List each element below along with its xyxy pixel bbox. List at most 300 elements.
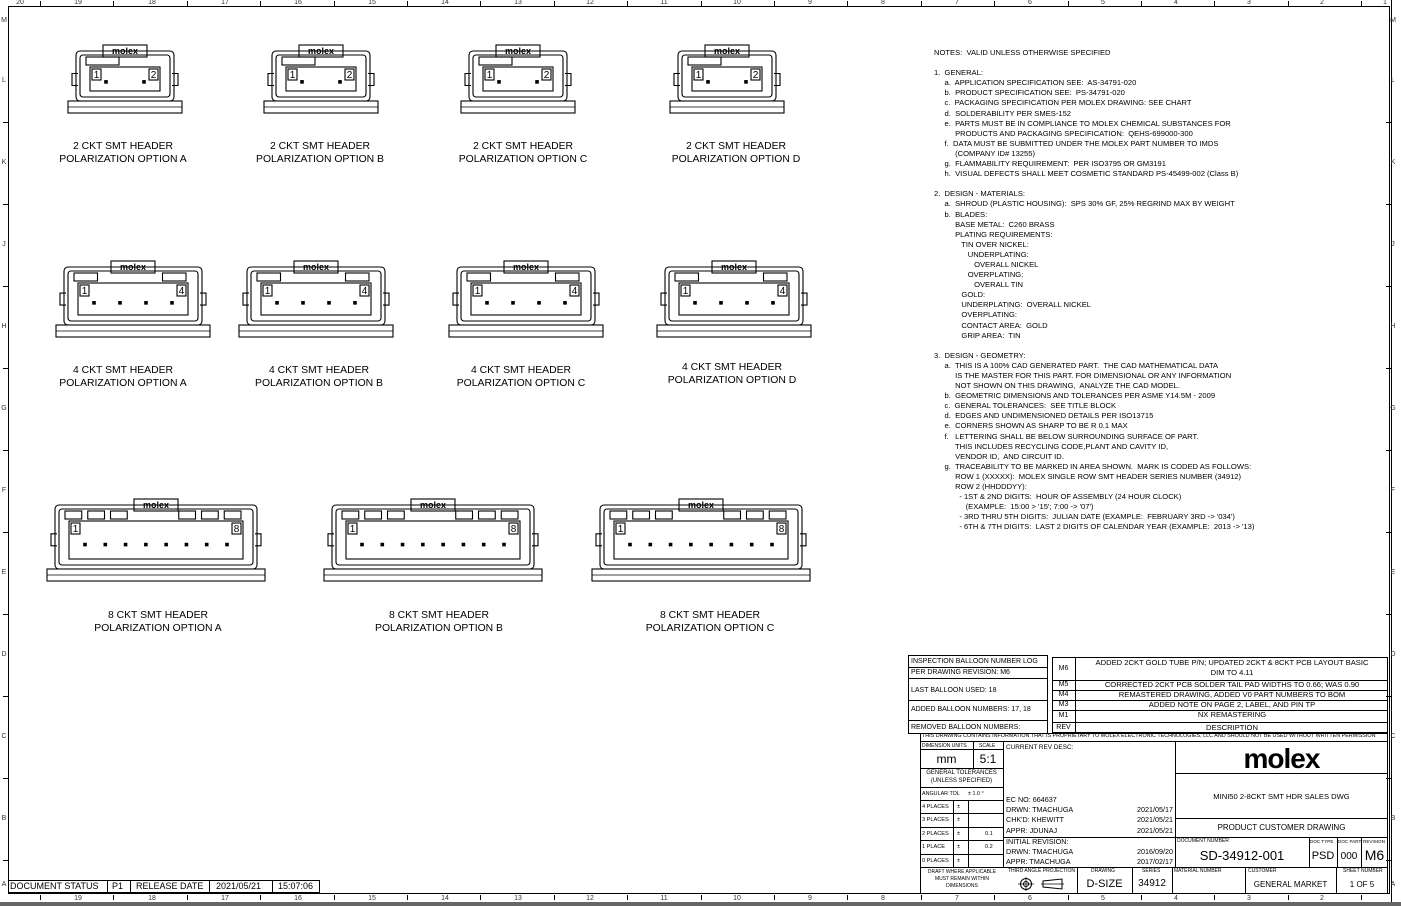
zone-tick bbox=[3, 286, 8, 287]
pin bbox=[104, 80, 108, 84]
zone-number-top: 18 bbox=[148, 0, 156, 6]
revision-value: M6 bbox=[1364, 847, 1385, 863]
zone-number-bottom: 2 bbox=[1320, 895, 1324, 902]
zone-number-top: 4 bbox=[1174, 0, 1178, 6]
pin-last-label: 8 bbox=[510, 524, 517, 535]
zone-tick bbox=[3, 368, 8, 369]
connector-outline bbox=[668, 43, 786, 115]
revision-code: M5 bbox=[1058, 681, 1069, 688]
zone-tick bbox=[3, 450, 8, 451]
connector-outline bbox=[45, 497, 267, 583]
pin bbox=[709, 543, 713, 547]
zone-tick bbox=[701, 1, 702, 6]
caption-line-2: POLARIZATION OPTION B bbox=[375, 623, 503, 634]
zone-tick bbox=[480, 895, 481, 900]
caption-line-2: POLARIZATION OPTION C bbox=[645, 623, 775, 634]
pin-1-label: 1 bbox=[93, 70, 100, 81]
zone-tick bbox=[994, 895, 995, 900]
caption-line-1: 2 CKT SMT HEADER bbox=[72, 141, 174, 152]
zone-tick bbox=[1361, 1, 1362, 6]
pin-1-label: 1 bbox=[474, 286, 481, 297]
tolerance-row-divider bbox=[920, 813, 1003, 814]
caption-line-2: POLARIZATION OPTION A bbox=[59, 154, 187, 165]
note-line: OVERPLATING: bbox=[934, 270, 1024, 280]
zone-tick bbox=[1141, 895, 1142, 900]
pin-last-label: 2 bbox=[150, 70, 157, 81]
zone-tick bbox=[407, 1, 408, 6]
caption-line-2: POLARIZATION OPTION B bbox=[256, 154, 384, 165]
connector-outline bbox=[590, 497, 812, 583]
note-line: a. SHROUD (PLASTIC HOUSING): SPS 30% GF, 25% REGRIND MAX BY WEIGHT bbox=[934, 199, 1235, 209]
zone-tick bbox=[1386, 204, 1391, 205]
connector-outline bbox=[237, 259, 395, 339]
pin bbox=[770, 543, 774, 547]
zone-tick bbox=[187, 895, 188, 900]
caption-line-1: 2 CKT SMT HEADER bbox=[685, 141, 787, 152]
zone-tick bbox=[3, 614, 8, 615]
part-molex-logo: molex bbox=[302, 262, 330, 272]
note-line: c. PACKAGING SPECIFICATION PER MOLEX DRAWING: SEE CHART bbox=[934, 98, 1192, 108]
zone-number-top: 9 bbox=[808, 0, 812, 6]
pin bbox=[225, 543, 229, 547]
caption-line-1: 8 CKT SMT HEADER bbox=[659, 610, 761, 621]
zone-number-bottom: 3 bbox=[1247, 895, 1251, 902]
zone-tick bbox=[480, 1, 481, 6]
pin-last-label: 4 bbox=[571, 286, 578, 297]
angular-tol-value: ± 1.0 ° bbox=[968, 791, 984, 797]
revision-code: M1 bbox=[1058, 712, 1069, 719]
caption-line-2: POLARIZATION OPTION C bbox=[458, 154, 588, 165]
pin-last-label: 2 bbox=[346, 70, 353, 81]
zone-number-top: 16 bbox=[294, 0, 302, 6]
note-line: CONTACT AREA: GOLD bbox=[934, 320, 1048, 330]
pin-1-label: 1 bbox=[289, 70, 296, 81]
tolerance-plus-minus: ± bbox=[957, 817, 961, 824]
zone-tick bbox=[1288, 895, 1289, 900]
header-view-caption bbox=[459, 140, 588, 166]
zone-tick bbox=[1386, 450, 1391, 451]
doc-type: PSD bbox=[1311, 850, 1335, 862]
customer-label: CUSTOMER bbox=[1248, 868, 1277, 874]
pin bbox=[83, 543, 87, 547]
pin-1-label: 1 bbox=[486, 70, 493, 81]
zone-tick bbox=[113, 1, 114, 6]
header-view-8ckt-option-c bbox=[590, 497, 812, 583]
zone-tick bbox=[187, 1, 188, 6]
zone-number-bottom: 18 bbox=[148, 895, 156, 902]
pin-last-label: 8 bbox=[778, 524, 785, 535]
zone-number-top: 6 bbox=[1028, 0, 1032, 6]
pin bbox=[144, 301, 148, 305]
zone-tick bbox=[1214, 1, 1215, 6]
balloon-log-last-used: LAST BALLOON USED: 18 bbox=[911, 687, 997, 694]
connector-outline bbox=[447, 259, 605, 339]
zone-number-bottom: 6 bbox=[1028, 895, 1032, 902]
zone-tick bbox=[774, 1, 775, 6]
pin bbox=[185, 543, 189, 547]
zone-number-top: 11 bbox=[660, 0, 668, 6]
header-view-caption bbox=[646, 609, 775, 635]
series-label: SERIES bbox=[1142, 868, 1161, 874]
note-line: e. PARTS MUST BE IN COMPLIANCE TO MOLEX CHEMICAL SUBSTANCES FOR bbox=[934, 118, 1231, 128]
zone-letter: J bbox=[1391, 241, 1395, 248]
scale-value: 5:1 bbox=[979, 752, 997, 766]
pin bbox=[750, 543, 754, 547]
series-value: 34912 bbox=[1138, 878, 1166, 889]
caption-line-2: POLARIZATION OPTION B bbox=[255, 378, 383, 389]
zone-tick bbox=[3, 696, 8, 697]
pin-1-label: 1 bbox=[72, 524, 79, 535]
pin bbox=[300, 80, 304, 84]
caption-line-1: 4 CKT SMT HEADER bbox=[470, 365, 572, 376]
drawing-type: PRODUCT CUSTOMER DRAWING bbox=[1217, 823, 1346, 832]
note-line: OVERALL NICKEL bbox=[934, 259, 1039, 269]
part-molex-logo: molex bbox=[119, 262, 147, 272]
pin-1-label: 1 bbox=[695, 70, 702, 81]
general-notes bbox=[934, 48, 1329, 533]
pin bbox=[535, 80, 539, 84]
pin bbox=[485, 301, 489, 305]
caption-line-1: 4 CKT SMT HEADER bbox=[681, 362, 783, 373]
revision-code: M6 bbox=[1058, 664, 1069, 672]
note-line: BASE METAL: C260 BRASS bbox=[934, 219, 1055, 229]
zone-tick bbox=[701, 895, 702, 900]
note-line: f. DATA MUST BE SUBMITTED UNDER THE MOLEX PART NUMBER TO IMDS bbox=[934, 138, 1219, 148]
pin bbox=[511, 301, 515, 305]
note-line: 3. DESIGN - GEOMETRY: bbox=[934, 350, 1026, 360]
zone-letter: D bbox=[1390, 651, 1396, 658]
zone-number-top: 17 bbox=[221, 0, 229, 6]
pin bbox=[327, 301, 331, 305]
zone-number-bottom: 5 bbox=[1101, 895, 1105, 902]
header-view-caption bbox=[256, 140, 384, 166]
zone-number-top: 10 bbox=[733, 0, 741, 6]
zone-letter: A bbox=[1, 881, 7, 888]
note-line: OVERPLATING: bbox=[934, 310, 1017, 320]
drawing-label: DRAWING bbox=[1091, 868, 1115, 874]
caption-line-2: POLARIZATION OPTION A bbox=[59, 378, 187, 389]
document-status-label: DOCUMENT STATUS bbox=[10, 881, 99, 891]
part-molex-logo: molex bbox=[512, 262, 540, 272]
caption-line-2: POLARIZATION OPTION A bbox=[94, 623, 222, 634]
zone-tick bbox=[1361, 895, 1362, 900]
note-line: PLATING REQUIREMENTS: bbox=[934, 229, 1053, 239]
zone-number-top: 20 bbox=[16, 0, 24, 6]
pin bbox=[401, 543, 405, 547]
zone-letter: M bbox=[1390, 17, 1396, 24]
page-right-edge bbox=[1391, 0, 1401, 906]
drawing-size: D-SIZE bbox=[1086, 878, 1123, 890]
pin-last-label: 4 bbox=[779, 286, 786, 297]
tolerance-row-divider bbox=[920, 854, 1003, 855]
pin bbox=[563, 301, 567, 305]
pin bbox=[380, 543, 384, 547]
header-view-4ckt-option-b bbox=[237, 259, 395, 339]
zone-letter: E bbox=[1390, 569, 1396, 576]
draft-note: DRAFT WHERE APPLICABLE MUST REMAIN WITHIN DIMENSIONS bbox=[927, 869, 997, 889]
pin bbox=[205, 543, 209, 547]
pin bbox=[421, 543, 425, 547]
note-line: b. BLADES: bbox=[934, 209, 988, 219]
note-line: - 6TH & 7TH DIGITS: LAST 2 DIGITS OF CALENDAR YEAR (EXAMPLE: 2013 -> '13) bbox=[934, 522, 1255, 532]
part-molex-logo: molex bbox=[713, 46, 741, 56]
caption-line-2: POLARIZATION OPTION C bbox=[456, 378, 586, 389]
zone-number-top: 15 bbox=[368, 0, 376, 6]
note-line: c. GENERAL TOLERANCES: SEE TITLE BLOCK bbox=[934, 401, 1117, 411]
pin bbox=[482, 543, 486, 547]
release-date-value: 2021/05/21 bbox=[216, 881, 262, 891]
zone-number-top: 7 bbox=[955, 0, 959, 6]
drawing-title: MINI50 2-8CKT SMT HDR SALES DWG bbox=[1213, 792, 1350, 801]
doc-part: 000 bbox=[1340, 851, 1358, 862]
part-molex-logo: molex bbox=[111, 46, 139, 56]
zone-letter: L bbox=[1391, 77, 1395, 84]
pin bbox=[730, 543, 734, 547]
zone-letter: F bbox=[1390, 487, 1396, 494]
zone-letter: K bbox=[1390, 159, 1396, 166]
zone-number-bottom: 9 bbox=[808, 895, 812, 902]
note-line: GOLD: bbox=[934, 290, 986, 300]
zone-tick bbox=[921, 1, 922, 6]
dim-units-label: DIMENSION UNITS bbox=[922, 743, 967, 749]
drwn-date: 2021/05/17 bbox=[1137, 805, 1173, 814]
zone-tick bbox=[1386, 614, 1391, 615]
note-line: 1. GENERAL: bbox=[934, 68, 983, 78]
zone-tick bbox=[554, 895, 555, 900]
revision-description: ADDED NOTE ON PAGE 2, LABEL, AND PIN TP bbox=[1148, 700, 1316, 709]
sheet-label: SHEET NUMBER bbox=[1343, 868, 1383, 874]
zone-tick bbox=[847, 1, 848, 6]
connector-outline bbox=[322, 497, 544, 583]
tolerance-plus-minus: ± bbox=[957, 844, 961, 851]
zone-letter: L bbox=[2, 77, 6, 84]
pin bbox=[275, 301, 279, 305]
document-status-value: P1 bbox=[112, 881, 124, 891]
note-line: GRIP AREA: TIN bbox=[934, 330, 1021, 340]
zone-number-top: 3 bbox=[1247, 0, 1251, 6]
tolerance-label: 4 PLACES bbox=[922, 804, 949, 810]
zone-tick bbox=[1386, 532, 1391, 533]
material-label: MATERIAL NUMBER bbox=[1174, 868, 1222, 874]
tolerance-label: 0 PLACES bbox=[922, 857, 949, 864]
tolerance-value: 0.1 bbox=[985, 830, 993, 837]
header-view-8ckt-option-b bbox=[322, 497, 544, 583]
note-line: (EXAMPLE: 15:00 > '15'; 7:00 -> '07') bbox=[934, 502, 1094, 512]
zone-letter: B bbox=[1390, 815, 1396, 822]
balloon-log-title: INSPECTION BALLOON NUMBER LOG bbox=[911, 658, 1038, 665]
tolerance-plus-minus: ± bbox=[957, 804, 961, 810]
note-line: g. FLAMMABILITY REQUIREMENT: PER ISO3795 OR GM3191 bbox=[934, 159, 1166, 169]
pin bbox=[693, 301, 697, 305]
appr-date: 2021/05/21 bbox=[1137, 826, 1173, 835]
customer-value: GENERAL MARKET bbox=[1253, 880, 1328, 889]
zone-tick bbox=[1068, 1, 1069, 6]
part-molex-logo: molex bbox=[504, 46, 532, 56]
pin-1-label: 1 bbox=[81, 286, 88, 297]
release-time-value: 15:07:06 bbox=[278, 881, 314, 891]
zone-tick bbox=[260, 895, 261, 900]
note-line: g. TRACEABILITY TO BE MARKED IN AREA SHOWN. MARK IS CODED AS FOLLOWS: bbox=[934, 461, 1252, 471]
angular-tol-label: ANGULAR TOL bbox=[922, 791, 960, 797]
zone-number-top: 13 bbox=[514, 0, 522, 6]
zone-tick bbox=[627, 895, 628, 900]
caption-line-2: POLARIZATION OPTION D bbox=[667, 375, 797, 386]
projection-label: THIRD ANGLE PROJECTION bbox=[1008, 868, 1075, 874]
pin bbox=[648, 543, 652, 547]
init-appr: APPR: TMACHUGA bbox=[1006, 857, 1071, 866]
header-view-2ckt-option-b bbox=[262, 43, 380, 115]
third-angle-projection-icon bbox=[1016, 876, 1066, 892]
tolerance-plus-minus: ± bbox=[957, 857, 961, 864]
header-view-caption bbox=[59, 364, 186, 390]
pin bbox=[360, 543, 364, 547]
header-view-4ckt-option-a bbox=[54, 259, 212, 339]
pin bbox=[164, 543, 168, 547]
caption-line-1: 2 CKT SMT HEADER bbox=[269, 141, 371, 152]
zone-tick bbox=[334, 1, 335, 6]
note-line: a. THIS IS A 100% CAD GENERATED PART. THE CAD MATHEMATICAL DATA bbox=[934, 360, 1219, 370]
zone-tick bbox=[260, 1, 261, 6]
zone-tick bbox=[334, 895, 335, 900]
note-line: VENDOR ID, AND CIRCUIT ID. bbox=[934, 451, 1064, 461]
note-line: b. PRODUCT SPECIFICATION SEE: PS-34791-020 bbox=[934, 88, 1125, 98]
note-line: f. LETTERING SHALL BE BELOW SURROUNDING SURFACE OF PART. bbox=[934, 431, 1199, 441]
initial-revision-label: INITIAL REVISION: bbox=[1006, 837, 1069, 846]
zone-letter: C bbox=[1, 733, 7, 740]
header-view-2ckt-option-a bbox=[66, 43, 184, 115]
pin bbox=[706, 80, 710, 84]
doc-part-label: DOC PART bbox=[1338, 839, 1362, 844]
revision-label: REVISION bbox=[1363, 839, 1385, 844]
zone-number-bottom: 10 bbox=[733, 895, 741, 902]
zone-tick bbox=[40, 1, 41, 6]
revision-code: M3 bbox=[1058, 701, 1069, 708]
tolerance-label: 2 PLACES bbox=[922, 830, 949, 837]
zone-number-bottom: 14 bbox=[441, 895, 449, 902]
drwn: DRWN: TMACHUGA bbox=[1006, 805, 1074, 814]
part-molex-logo: molex bbox=[419, 500, 447, 510]
pin bbox=[441, 543, 445, 547]
zone-letter: F bbox=[1, 487, 7, 494]
zone-number-top: 8 bbox=[881, 0, 885, 6]
zone-letter: D bbox=[1, 651, 7, 658]
zone-number-bottom: 7 bbox=[955, 895, 959, 902]
caption-line-2: POLARIZATION OPTION D bbox=[671, 154, 801, 165]
connector-outline bbox=[459, 43, 577, 115]
pin bbox=[744, 80, 748, 84]
pin bbox=[497, 80, 501, 84]
connector-outline bbox=[54, 259, 212, 339]
connector-outline bbox=[66, 43, 184, 115]
zone-number-bottom: 4 bbox=[1174, 895, 1178, 902]
note-line: d. SOLDERABILITY PER SMES-152 bbox=[934, 108, 1072, 118]
connector-outline bbox=[655, 259, 813, 339]
pin-last-label: 2 bbox=[752, 70, 759, 81]
zone-tick bbox=[554, 1, 555, 6]
pin bbox=[771, 301, 775, 305]
zone-tick bbox=[627, 1, 628, 6]
pin-1-label: 1 bbox=[349, 524, 356, 535]
note-line: ROW 2 (HHDDDYY): bbox=[934, 482, 1027, 492]
pin-last-label: 4 bbox=[361, 286, 368, 297]
part-molex-logo: molex bbox=[720, 262, 748, 272]
pin-last-label: 8 bbox=[233, 524, 240, 535]
scale-label: SCALE bbox=[979, 743, 996, 749]
init-appr-date: 2017/02/17 bbox=[1137, 857, 1173, 866]
chkd: CHK'D: KHEWITT bbox=[1006, 815, 1065, 824]
pin-last-label: 2 bbox=[543, 70, 550, 81]
pin bbox=[118, 301, 122, 305]
note-line: (COMPANY ID# 13255) bbox=[934, 148, 1036, 158]
header-view-caption bbox=[672, 140, 801, 166]
zone-tick bbox=[1386, 368, 1391, 369]
revision-description-cont: DIM TO 4.11 bbox=[1210, 668, 1254, 677]
release-date-label: RELEASE DATE bbox=[136, 881, 204, 891]
pin bbox=[338, 80, 342, 84]
init-drwn: DRWN: TMACHUGA bbox=[1006, 847, 1074, 856]
zone-number-top: 19 bbox=[74, 0, 82, 6]
zone-letter: A bbox=[1390, 881, 1396, 888]
zone-letter: M bbox=[1, 17, 7, 24]
zone-tick bbox=[407, 895, 408, 900]
caption-line-1: 8 CKT SMT HEADER bbox=[107, 610, 209, 621]
init-drwn-date: 2016/09/20 bbox=[1137, 847, 1173, 856]
zone-tick bbox=[1141, 1, 1142, 6]
zone-tick bbox=[1214, 895, 1215, 900]
zone-tick bbox=[3, 860, 8, 861]
zone-letter: B bbox=[1, 815, 7, 822]
pin bbox=[144, 543, 148, 547]
zone-tick bbox=[3, 204, 8, 205]
note-line: h. VISUAL DEFECTS SHALL MEET COSMETIC STANDARD PS-45499-002 (Class B) bbox=[934, 169, 1239, 179]
note-line: - 3RD THRU 5TH DIGITS: JULIAN DATE (EXAMPLE: FEBRUARY 3RD -> '034') bbox=[934, 512, 1235, 522]
appr: APPR: JDUNAJ bbox=[1006, 826, 1058, 835]
tolerance-row-divider bbox=[920, 840, 1003, 841]
note-line: NOTES: VALID UNLESS OTHERWISE SPECIFIED bbox=[934, 48, 1111, 57]
note-line: - 1ST & 2ND DIGITS: HOUR OF ASSEMBLY (24 HOUR CLOCK) bbox=[934, 492, 1182, 502]
dim-units: mm bbox=[936, 752, 957, 766]
zone-tick bbox=[774, 895, 775, 900]
chkd-date: 2021/05/21 bbox=[1137, 815, 1173, 824]
zone-letter: C bbox=[1390, 733, 1396, 740]
pin bbox=[745, 301, 749, 305]
pin bbox=[142, 80, 146, 84]
pin bbox=[689, 543, 693, 547]
revision-description: REMASTERED DRAWING, ADDED V0 PART NUMBERS TO BOM bbox=[1118, 690, 1346, 699]
note-line: ROW 1 (XXXXX): MOLEX SINGLE ROW SMT HEADER SERIES NUMBER (34912) bbox=[934, 471, 1242, 481]
note-line: 2. DESIGN - MATERIALS: bbox=[934, 189, 1026, 199]
pin bbox=[301, 301, 305, 305]
doc-type-label: DOC TYPE bbox=[1310, 839, 1334, 844]
rev-header: REV bbox=[1056, 724, 1071, 731]
zone-number-top: 12 bbox=[586, 0, 594, 6]
pin bbox=[92, 301, 96, 305]
zone-number-top: 2 bbox=[1320, 0, 1324, 6]
note-line: a. APPLICATION SPECIFICATION SEE: AS-34791-020 bbox=[934, 78, 1137, 88]
part-molex-logo: molex bbox=[142, 500, 170, 510]
tolerance-label: 1 PLACE bbox=[922, 844, 946, 851]
header-view-caption bbox=[59, 140, 186, 166]
molex-logo: molex bbox=[1243, 743, 1320, 774]
tolerance-label: 3 PLACES bbox=[922, 817, 949, 824]
zone-tick bbox=[1068, 895, 1069, 900]
note-line bbox=[934, 179, 1329, 189]
balloon-log-removed: REMOVED BALLOON NUMBERS: bbox=[911, 724, 1021, 731]
caption-line-1: 8 CKT SMT HEADER bbox=[388, 610, 490, 621]
general-tolerances-label: GENERAL TOLERANCES (UNLESS SPECIFIED) bbox=[926, 770, 997, 784]
pin bbox=[719, 301, 723, 305]
zone-tick bbox=[40, 895, 41, 900]
